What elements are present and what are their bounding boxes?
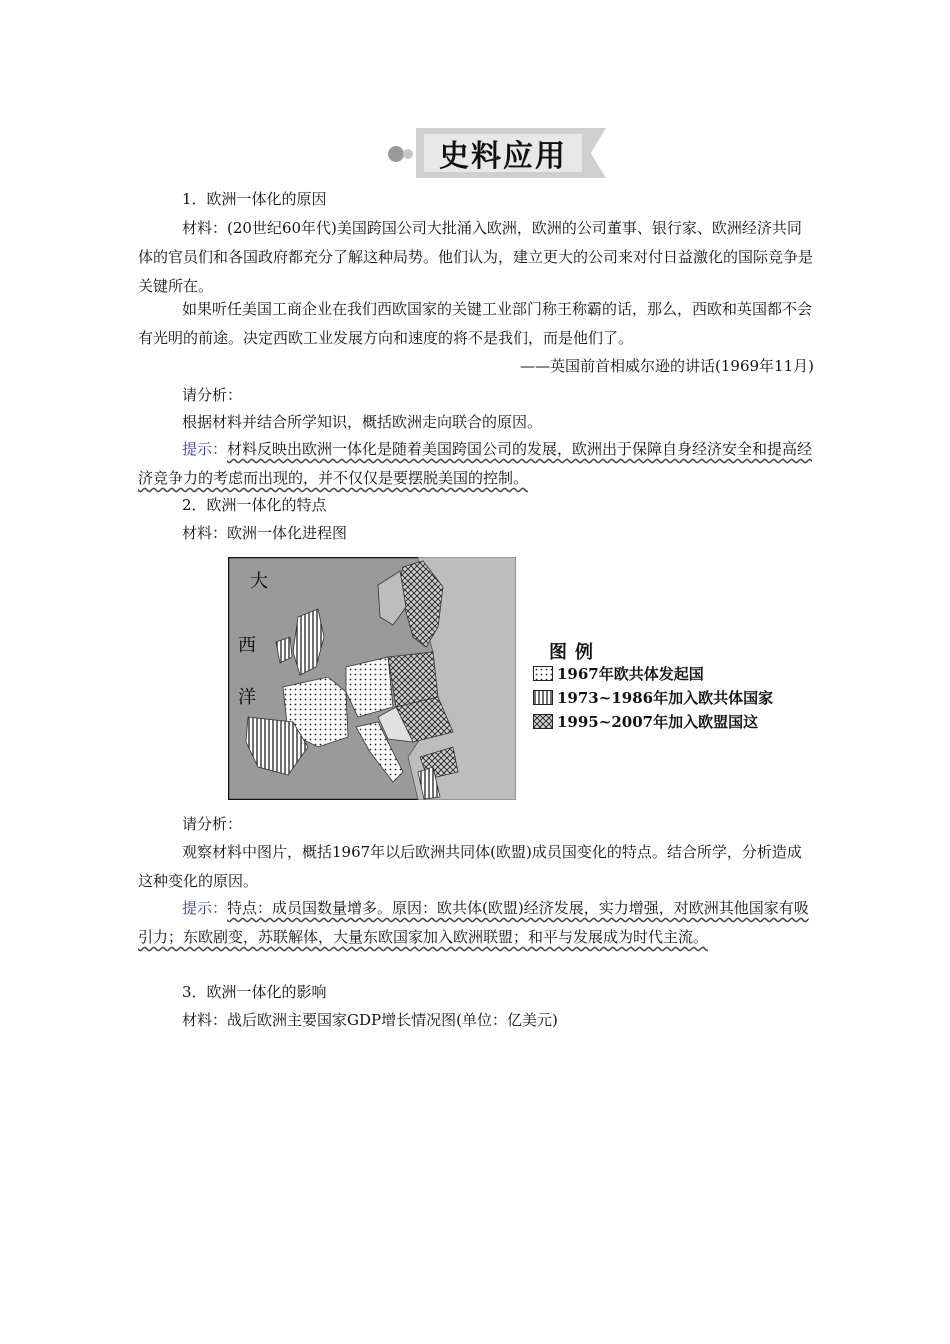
section1-material-p2: 如果听任美国工商企业在我们西欧国家的关键工业部门称王称霸的话，那么，西欧和英国都不会有光明的前途。决定西欧工业发展方向和速度的将不是我们，而是他们了。 (138, 300, 813, 347)
europe-integration-map (228, 557, 516, 800)
legend-label: 1995~2007年加入欧盟国这 (557, 713, 759, 731)
legend-item-1995-2007 (533, 711, 758, 732)
section1-analyze-label: 请分析： (182, 386, 243, 404)
map-ocean-label-2: 西 (238, 635, 256, 656)
section2-material: 材料：欧洲一体化进程图 (182, 524, 348, 542)
section2-hint (138, 894, 814, 952)
map-ocean-label-3: 洋 (238, 687, 256, 708)
hint-label: 提示： (182, 899, 228, 917)
banner-title: 史料应用 (424, 134, 582, 172)
section2-analyze-label: 请分析： (182, 815, 243, 833)
section1-source: ——英国前首相威尔逊的讲话(1969年11月) (520, 357, 814, 375)
legend-label: 1973~1986年加入欧共体国家 (557, 689, 774, 707)
section2-question: 观察材料中图片，概括1967年以后欧洲共同体(欧盟)成员国变化的特点。结合所学，分析造成这种变化的原因。 (138, 843, 802, 890)
legend-item-founders (533, 663, 704, 684)
section-banner (388, 128, 608, 180)
section3-material: 材料：战后欧洲主要国家GDP增长情况图(单位：亿美元) (182, 1011, 558, 1029)
map-ocean-label-1: 大 (250, 571, 268, 592)
section1-hint (138, 435, 814, 493)
legend-swatch-cross (533, 714, 553, 729)
map-legend-title: 图例 (549, 642, 601, 663)
legend-item-1973-1986 (533, 687, 773, 708)
legend-swatch-dots (533, 666, 553, 681)
hint-label: 提示： (182, 440, 228, 458)
section1-question: 根据材料并结合所学知识，概括欧洲走向联合的原因。 (182, 413, 543, 431)
legend-label: 1967年欧共体发起国 (557, 665, 704, 683)
section3-heading: 3．欧洲一体化的影响 (182, 983, 327, 1001)
legend-swatch-lines (533, 690, 553, 705)
section2-heading: 2．欧洲一体化的特点 (182, 496, 327, 514)
section1-heading: 1．欧洲一体化的原因 (182, 190, 327, 208)
section1-material-p1: 材料：(20世纪60年代)美国跨国公司大批涌入欧洲，欧洲的公司董事、银行家、欧洲经济共同体的官员们和各国政府都充分了解这种局势。他们认为，建立更大的公司来对付日益激化的国际竞争是关键所在。 (138, 219, 814, 295)
banner-dot-decoration (388, 146, 404, 162)
banner-dot-decoration (403, 149, 413, 159)
hint-text: 材料反映出欧洲一体化是随着美国跨国公司的发展，欧洲出于保障自身经济安全和提高经济竞争力的考虑而出现的，并不仅仅是要摆脱美国的控制。 (138, 440, 813, 487)
hint-text: 特点：成员国数量增多。原因：欧共体(欧盟)经济发展，实力增强，对欧洲其他国家有吸引力；东欧剧变，苏联解体，大量东欧国家加入欧洲联盟；和平与发展成为时代主流。 (138, 899, 809, 946)
